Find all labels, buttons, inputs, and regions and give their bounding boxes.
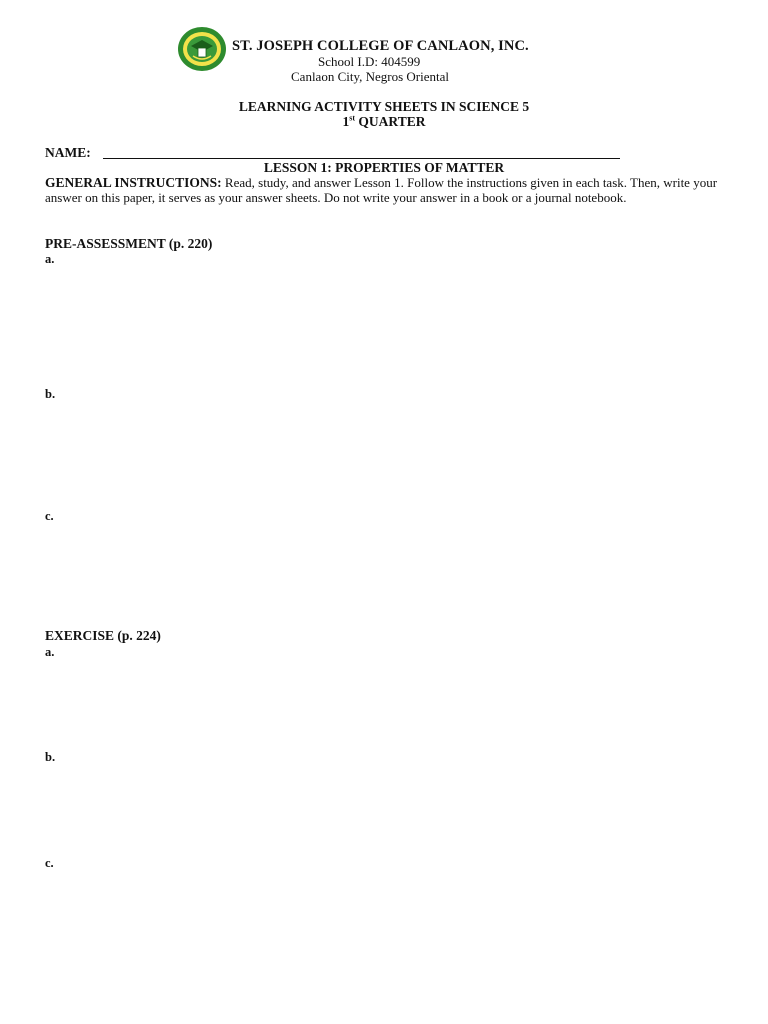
school-id: School I.D: 404599 — [318, 54, 421, 69]
quarter-title — [0, 114, 768, 130]
exercise-item-c: c. — [45, 856, 54, 870]
quarter-suffix: st — [349, 113, 356, 123]
general-instructions — [45, 175, 725, 205]
exercise-item-a: a. — [45, 645, 55, 659]
exercise-heading: EXERCISE (p. 224) — [45, 628, 161, 643]
quarter-number: 1 — [342, 114, 350, 129]
instructions-text: Read, study, and answer Lesson 1. Follow the instructions given in each task. Then, write your answer on this paper, it serves as your answer sheets. Do not write your answer in a book or a journal notebook. — [45, 175, 718, 205]
name-answer-line[interactable] — [103, 158, 620, 159]
worksheet-title: LEARNING ACTIVITY SHEETS IN SCIENCE 5 — [238, 99, 530, 114]
pre-assessment-item-c: c. — [45, 509, 54, 523]
pre-assessment-item-a: a. — [45, 252, 55, 266]
instructions-label: GENERAL INSTRUCTIONS: — [45, 175, 222, 190]
school-name: ST. JOSEPH COLLEGE OF CANLAON, INC. — [232, 38, 529, 54]
lesson-title: LESSON 1: PROPERTIES OF MATTER — [263, 160, 505, 175]
school-address: Canlaon City, Negros Oriental — [291, 69, 450, 84]
pre-assessment-heading: PRE-ASSESSMENT (p. 220) — [45, 236, 213, 251]
exercise-item-b: b. — [45, 750, 56, 764]
pre-assessment-item-b: b. — [45, 387, 56, 401]
school-seal-icon — [177, 26, 227, 72]
quarter-word: QUARTER — [355, 114, 426, 129]
name-label: NAME: — [45, 145, 91, 160]
